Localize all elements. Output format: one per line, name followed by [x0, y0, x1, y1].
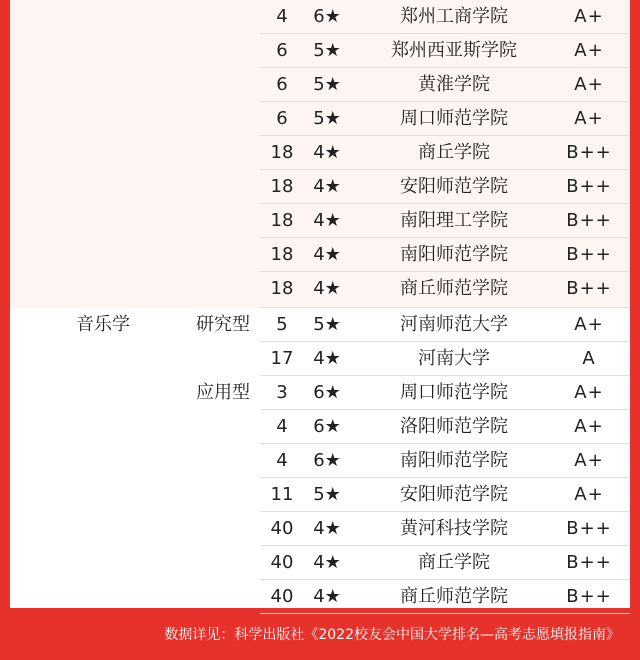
rank-cell: 11 — [270, 484, 294, 505]
type-cell — [196, 170, 256, 204]
stars-cell: 6★ — [313, 416, 341, 437]
grade-cell: B++ — [566, 518, 612, 539]
table-row — [10, 136, 630, 170]
grade-cell: A+ — [574, 108, 604, 129]
type-cell — [196, 410, 256, 444]
rank-cell: 40 — [270, 518, 294, 539]
school-cell: 黄淮学院 — [418, 74, 490, 95]
grade-cell: A+ — [574, 450, 604, 471]
grade-cell: B++ — [566, 244, 612, 265]
table-row — [10, 342, 630, 376]
stars-cell: 4★ — [313, 518, 341, 539]
school-cell: 南阳师范学院 — [400, 450, 508, 471]
type-cell — [196, 546, 256, 580]
rank-cell: 6 — [276, 108, 288, 129]
school-cell: 安阳师范学院 — [400, 176, 508, 197]
school-cell: 郑州工商学院 — [400, 6, 508, 27]
grade-cell: B++ — [566, 210, 612, 231]
table-row — [10, 102, 630, 136]
table-row — [10, 238, 630, 272]
grade-cell: B++ — [566, 142, 612, 163]
rank-cell: 40 — [270, 586, 294, 607]
rank-cell: 18 — [270, 176, 294, 197]
table-row — [10, 410, 630, 444]
school-cell: 商丘师范学院 — [400, 278, 508, 299]
school-cell: 河南大学 — [418, 348, 490, 369]
table-row — [10, 170, 630, 204]
table-row — [10, 0, 630, 34]
stars-cell: 4★ — [313, 278, 341, 299]
grade-cell: A+ — [574, 416, 604, 437]
rank-cell: 18 — [270, 278, 294, 299]
table-row — [10, 272, 630, 308]
major-cell — [76, 444, 136, 478]
school-cell: 洛阳师范学院 — [400, 416, 508, 437]
major-cell — [76, 546, 136, 580]
major-cell — [76, 272, 136, 306]
rank-cell: 4 — [276, 416, 288, 437]
school-cell: 周口师范学院 — [400, 108, 508, 129]
rank-cell: 40 — [270, 552, 294, 573]
stars-cell: 6★ — [313, 382, 341, 403]
stars-cell: 5★ — [313, 40, 341, 61]
rank-cell: 4 — [276, 450, 288, 471]
school-cell: 周口师范学院 — [400, 382, 508, 403]
rank-cell: 6 — [276, 40, 288, 61]
major-cell — [76, 136, 136, 170]
stars-cell: 4★ — [313, 552, 341, 573]
table-row — [10, 68, 630, 102]
rank-cell: 18 — [270, 244, 294, 265]
grade-cell: A+ — [574, 314, 604, 335]
stars-cell: 4★ — [313, 586, 341, 607]
grade-cell: A+ — [574, 40, 604, 61]
type-cell — [196, 34, 256, 68]
type-cell — [196, 68, 256, 102]
table-row — [10, 308, 630, 342]
stars-cell: 6★ — [313, 450, 341, 471]
stars-cell: 4★ — [313, 176, 341, 197]
school-cell: 商丘学院 — [418, 552, 490, 573]
major-cell: 音乐学 — [76, 314, 130, 335]
school-cell: 商丘师范学院 — [400, 586, 508, 607]
stars-cell: 4★ — [313, 244, 341, 265]
type-cell — [196, 136, 256, 170]
ranking-table — [10, 0, 630, 608]
type-cell — [196, 478, 256, 512]
major-cell — [76, 376, 136, 410]
major-cell — [76, 34, 136, 68]
major-cell — [76, 68, 136, 102]
school-cell: 商丘学院 — [418, 142, 490, 163]
type-cell: 应用型 — [196, 382, 250, 403]
major-cell — [76, 478, 136, 512]
table-row — [10, 376, 630, 410]
source-note: 数据详见：科学出版社《2022校友会中国大学排名—高考志愿填报指南》 — [164, 627, 620, 643]
type-cell — [196, 512, 256, 546]
grade-cell: A — [582, 348, 596, 369]
rank-cell: 6 — [276, 74, 288, 95]
table-row — [10, 478, 630, 512]
major-cell — [76, 102, 136, 136]
rank-cell: 18 — [270, 210, 294, 231]
grade-cell: B++ — [566, 176, 612, 197]
stars-cell: 5★ — [313, 484, 341, 505]
school-cell: 安阳师范学院 — [400, 484, 508, 505]
rank-cell: 17 — [270, 348, 294, 369]
school-cell: 南阳师范学院 — [400, 244, 508, 265]
type-cell — [196, 238, 256, 272]
grade-cell: B++ — [566, 278, 612, 299]
school-cell: 南阳理工学院 — [400, 210, 508, 231]
table-row — [10, 512, 630, 546]
rank-cell: 5 — [276, 314, 288, 335]
major-cell — [76, 342, 136, 376]
table-row — [10, 34, 630, 68]
type-cell — [196, 102, 256, 136]
major-cell — [76, 238, 136, 272]
row-divider — [260, 613, 630, 614]
major-cell — [76, 170, 136, 204]
grade-cell: B++ — [566, 586, 612, 607]
table-row — [10, 546, 630, 580]
grade-cell: A+ — [574, 382, 604, 403]
table-row — [10, 580, 630, 614]
table-row — [10, 444, 630, 478]
stars-cell: 5★ — [313, 314, 341, 335]
type-cell — [196, 272, 256, 306]
grade-cell: A+ — [574, 6, 604, 27]
rank-cell: 4 — [276, 6, 288, 27]
type-cell — [196, 580, 256, 614]
stars-cell: 4★ — [313, 210, 341, 231]
major-cell — [76, 512, 136, 546]
stars-cell: 4★ — [313, 142, 341, 163]
type-cell: 研究型 — [196, 314, 250, 335]
type-cell — [196, 204, 256, 238]
school-cell: 河南师范大学 — [400, 314, 508, 335]
major-cell — [76, 204, 136, 238]
type-cell — [196, 0, 256, 34]
table-row — [10, 204, 630, 238]
type-cell — [196, 342, 256, 376]
rank-cell: 3 — [276, 382, 288, 403]
school-cell: 郑州西亚斯学院 — [391, 40, 517, 61]
type-cell — [196, 444, 256, 478]
major-cell — [76, 410, 136, 444]
stars-cell: 4★ — [313, 348, 341, 369]
rank-cell: 18 — [270, 142, 294, 163]
stars-cell: 6★ — [313, 6, 341, 27]
school-cell: 黄河科技学院 — [400, 518, 508, 539]
major-cell — [76, 580, 136, 614]
stars-cell: 5★ — [313, 108, 341, 129]
major-cell — [76, 0, 136, 34]
grade-cell: B++ — [566, 552, 612, 573]
grade-cell: A+ — [574, 484, 604, 505]
stars-cell: 5★ — [313, 74, 341, 95]
grade-cell: A+ — [574, 74, 604, 95]
